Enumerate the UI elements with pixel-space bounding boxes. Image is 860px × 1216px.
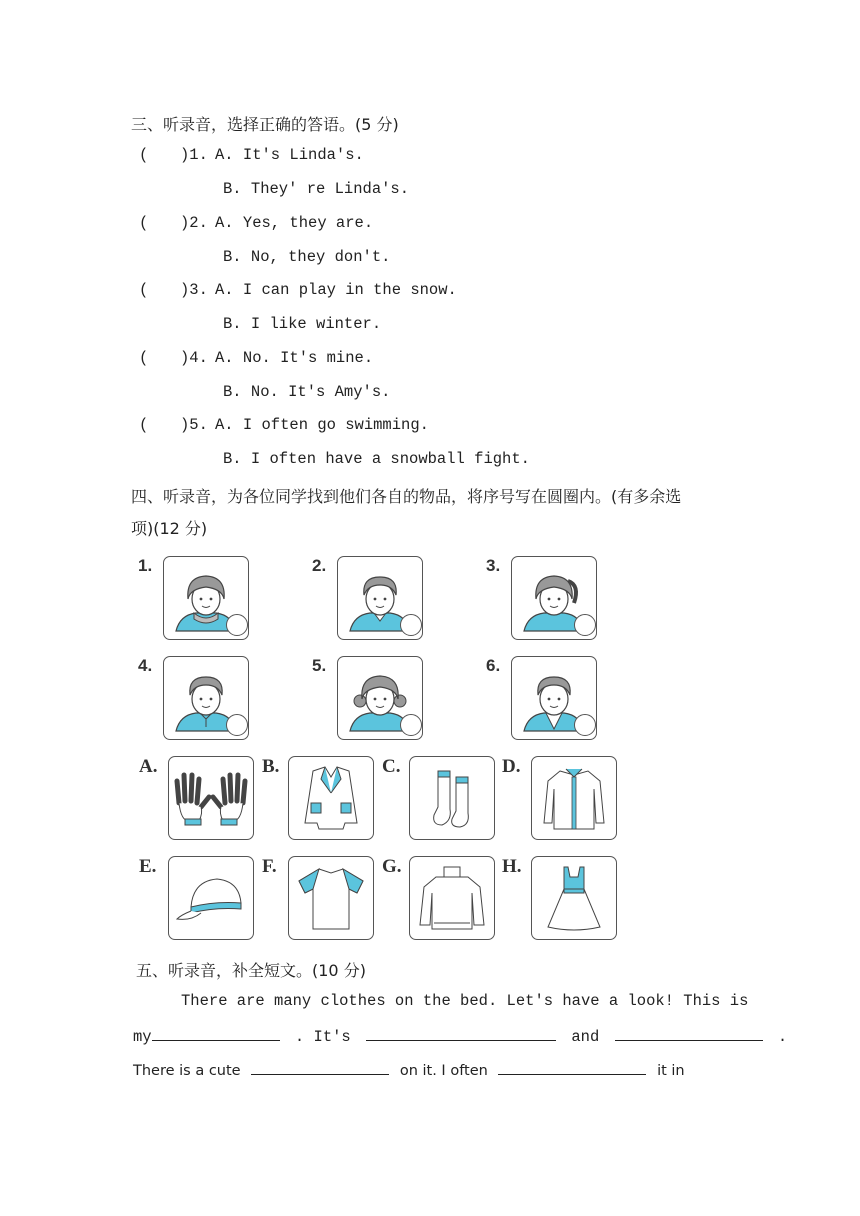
clothing-letter: G. <box>382 856 402 877</box>
passage-line-1: There are many clothes on the bed. Let's have a look! This is <box>181 992 749 1010</box>
answer-blank-2[interactable] <box>366 1026 556 1041</box>
option-a: A. It's Linda's. <box>215 146 364 164</box>
section4-heading-line2: 项)(12 分) <box>131 519 208 538</box>
clothing-picture-box <box>531 756 617 840</box>
option-b: B. No, they don't. <box>223 247 391 266</box>
shirt-icon <box>534 763 614 837</box>
person-number: 4. <box>138 656 153 675</box>
clothing-letter: E. <box>139 856 157 877</box>
passage-text: There is a cute <box>133 1063 241 1079</box>
cap-icon <box>171 863 251 937</box>
clothing-letter: F. <box>262 856 277 877</box>
clothing-letter: H. <box>502 856 522 877</box>
section5-heading: 五、听录音，补全短文。(10 分) <box>136 961 366 980</box>
passage-text: . <box>777 1028 788 1046</box>
question-number: )2. <box>180 213 208 232</box>
option-a: A. No. It's mine. <box>215 348 374 367</box>
passage-text: on it. I often <box>399 1063 488 1079</box>
answer-paren-open[interactable]: ( <box>139 146 149 164</box>
passage-text: and <box>571 1028 600 1046</box>
answer-circle[interactable] <box>574 714 596 736</box>
person-number: 3. <box>486 556 501 575</box>
passage-text: my <box>133 1028 152 1046</box>
person-number: 1. <box>138 556 153 575</box>
answer-blank-1[interactable] <box>152 1026 280 1041</box>
option-b: B. No. It's Amy's. <box>223 382 391 401</box>
passage-text: . It's <box>294 1028 351 1046</box>
option-a: A. I often go swimming. <box>215 416 429 434</box>
passage-line-2 <box>133 1026 787 1046</box>
answer-paren-open[interactable]: ( <box>139 213 149 232</box>
answer-paren-open[interactable]: ( <box>139 281 149 299</box>
socks-icon <box>412 763 492 837</box>
answer-circle[interactable] <box>400 714 422 736</box>
option-b: B. They' re Linda's. <box>223 180 410 198</box>
answer-blank-5[interactable] <box>498 1060 646 1075</box>
answer-blank-4[interactable] <box>251 1060 389 1075</box>
question-number: )5. <box>180 416 208 434</box>
clothing-picture-box <box>409 756 495 840</box>
answer-circle[interactable] <box>226 614 248 636</box>
clothing-letter: A. <box>139 756 158 777</box>
option-b: B. I often have a snowball fight. <box>223 450 530 468</box>
answer-circle[interactable] <box>574 614 596 636</box>
passage-line-3 <box>133 1060 685 1079</box>
answer-circle[interactable] <box>226 714 248 736</box>
section3-heading: 三、听录音，选择正确的答语。(5 分) <box>131 115 399 134</box>
answer-blank-3[interactable] <box>615 1026 763 1041</box>
passage-text: it in <box>657 1063 685 1079</box>
clothing-letter: B. <box>262 756 280 777</box>
question-number: )1. <box>180 146 208 164</box>
clothing-picture-box <box>288 856 374 940</box>
answer-paren-open[interactable]: ( <box>139 416 149 434</box>
person-number: 6. <box>486 656 501 675</box>
dress-icon <box>534 863 614 937</box>
sweater-icon <box>412 863 492 937</box>
clothing-picture-box <box>288 756 374 840</box>
clothing-picture-box <box>409 856 495 940</box>
option-b: B. I like winter. <box>223 315 382 333</box>
clothing-picture-box <box>531 856 617 940</box>
answer-paren-open[interactable]: ( <box>139 348 149 367</box>
question-number: )3. <box>180 281 208 299</box>
option-a: A. I can play in the snow. <box>215 281 457 299</box>
clothing-picture-box <box>168 756 254 840</box>
clothing-picture-box <box>168 856 254 940</box>
answer-circle[interactable] <box>400 614 422 636</box>
person-number: 2. <box>312 556 327 575</box>
clothing-letter: D. <box>502 756 521 777</box>
gloves-icon <box>171 763 251 837</box>
clothing-letter: C. <box>382 756 401 777</box>
person-number: 5. <box>312 656 327 675</box>
coat-icon <box>291 763 371 837</box>
t-shirt-icon <box>291 863 371 937</box>
section4-heading-line1: 四、听录音，为各位同学找到他们各自的物品，将序号写在圆圈内。(有多余选 <box>131 487 682 506</box>
option-a: A. Yes, they are. <box>215 213 374 232</box>
question-number: )4. <box>180 348 208 367</box>
